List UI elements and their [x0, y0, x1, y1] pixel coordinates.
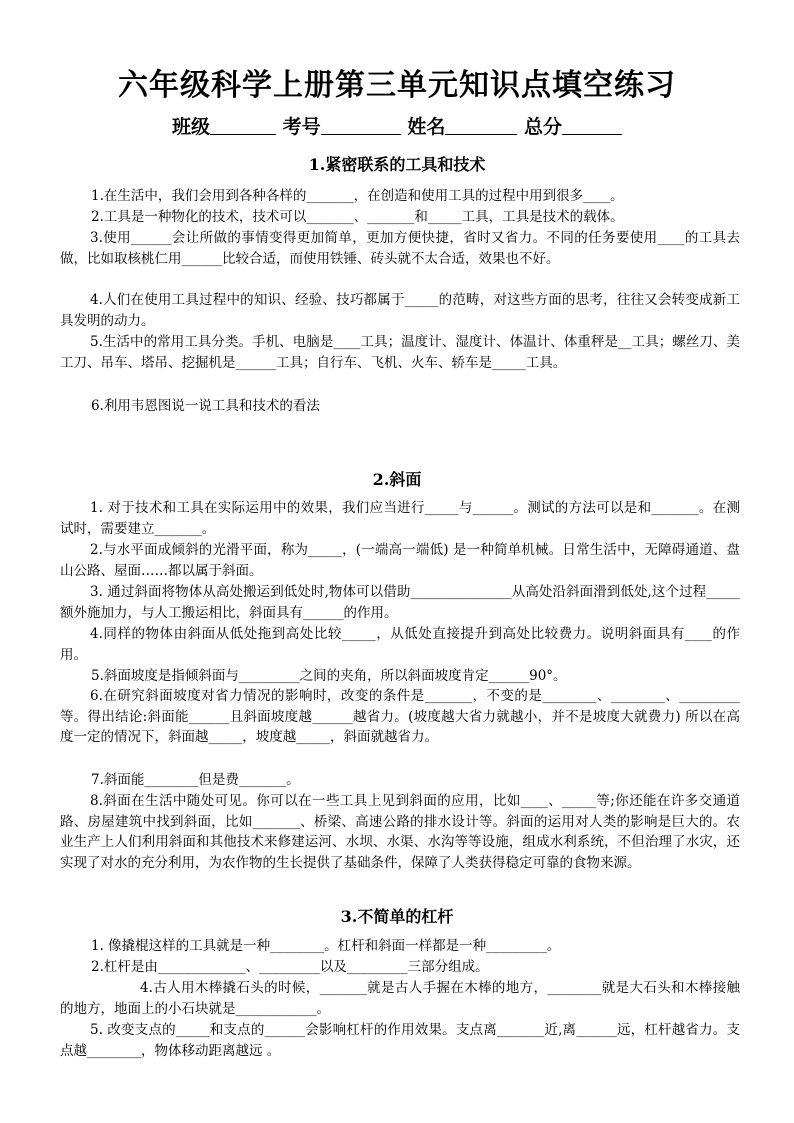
name-blank[interactable] [445, 116, 517, 135]
student-info-line [0, 112, 794, 139]
question-text: 3. 通过斜面将物体从高处搬运到低处时,物体可以借助_______________从高处沿斜面滑到低处,这个过程_____额外施加力，与人工搬运相比，斜面具有______的作用。 [60, 584, 740, 621]
score-blank[interactable] [562, 116, 622, 135]
question-text: 4.人们在使用工具过程中的知识、经验、技巧都属于_____的范畴，对这些方面的思考，往往又会转变成新工具发明的动力。 [60, 292, 740, 329]
question-text: 1.在生活中，我们会用到各种各样的_______，在创造和使用工具的过程中用到很多____。 [91, 188, 624, 204]
question-text: 5.斜面坡度是指倾斜面与_________之间的夹角，所以斜面坡度肯定______90°。 [91, 668, 567, 684]
question-text: 1. 像撬棍这样的工具就是一种________。杠杆和斜面一样都是一种_________。 [91, 938, 561, 954]
question-text: 2.杠杆是由_____________、_________以及_________三部分组成。 [91, 959, 489, 975]
question-text: 5. 改变支点的_____和支点的______会影响杠杆的作用效果。支点离_______近,离______远，杠杆越省力。支点越________，物体移动距离越远 。 [60, 1022, 740, 1059]
class-blank[interactable] [210, 116, 276, 135]
name-label: 姓名 [407, 116, 446, 138]
exam-number-blank[interactable] [321, 116, 401, 135]
question-text: 6.利用韦恩图说一说工具和技术的看法 [91, 398, 320, 414]
question-text: 5.生活中的常用工具分类。手机、电脑是____工具；温度计、湿度计、体温计、体重秤是__工具；螺丝刀、美工刀、吊车、塔吊、挖掘机是______工具；自行车、飞机、火车、轿车是_____工具。 [60, 334, 740, 371]
section-title-lever: 3.不简单的杠杆 [340, 907, 454, 926]
question-text: 2.与水平面成倾斜的光滑平面，称为_____，(一端高一端低) 是一种简单机械。日常生活中，无障碍通道、盘山公路、屋面……都以属于斜面。 [60, 542, 740, 579]
question-text: 1. 对于技术和工具在实际运用中的效果，我们应当进行_____与______。测试的方法可以是和_______。在测试时，需要建立_______。 [60, 500, 740, 537]
question-text: 3.使用______会让所做的事情变得更加简单，更加方便快捷，省时又省力。不同的任务要使用____的工具去做，比如取核桃仁用______比较合适，而使用铁锤、砖头就不太合适，效果也不好。 [60, 230, 740, 267]
page-title: 六年级科学上册第三单元知识点填空练习 [118, 68, 676, 103]
question-text: 6.在研究斜面坡度对省力情况的影响时，改变的条件是_______，不变的是________、________、_________等。得出结论:斜面能______且斜面坡度越______越省力。(坡度越大省力就越小，并不是坡度大就费力) 所以在高度一定的情况下，斜面越_____，坡度越_____，斜面就越省力。 [60, 688, 740, 746]
exam-number-label: 考号 [282, 116, 321, 138]
score-label: 总分 [523, 116, 562, 138]
section-title-tools: 1.紧密联系的工具和技术 [308, 155, 486, 174]
question-text: 2.工具是一种物化的技术，技术可以_______、_______和_____工具，工具是技术的载体。 [91, 209, 624, 225]
question-text: 7.斜面能________但是费_______。 [91, 772, 300, 788]
question-text: 8.斜面在生活中随处可见。你可以在一些工具上见到斜面的应用，比如____、_____等;你还能在许多交通道路、房屋建筑中找到斜面，比如_______、桥梁、高速公路的排水设计等。斜面的运用对人类的影响是巨大的。农业生产上人们利用斜面和其他技术来修建运河、水坝、水渠、水沟等等设施，组成水利系统，不但治理了水灾，还实现了对水的充分利用，为农作物的生长提供了基础条件，保障了人类获得稳定可靠的食物来源。 [60, 793, 740, 871]
question-text: 4.同样的物体由斜面从低处拖到高处比较_____，从低处直接提升到高处比较费力。说明斜面具有____的作用。 [60, 626, 740, 663]
section-title-slope: 2.斜面 [372, 470, 422, 489]
class-label: 班级 [172, 116, 211, 138]
question-text: 4.古人用木棒撬石头的时候，_______就是古人手握在木棒的地方，________就是大石头和木棒接触的地方，地面上的小石块就是____________。 [60, 980, 740, 1017]
